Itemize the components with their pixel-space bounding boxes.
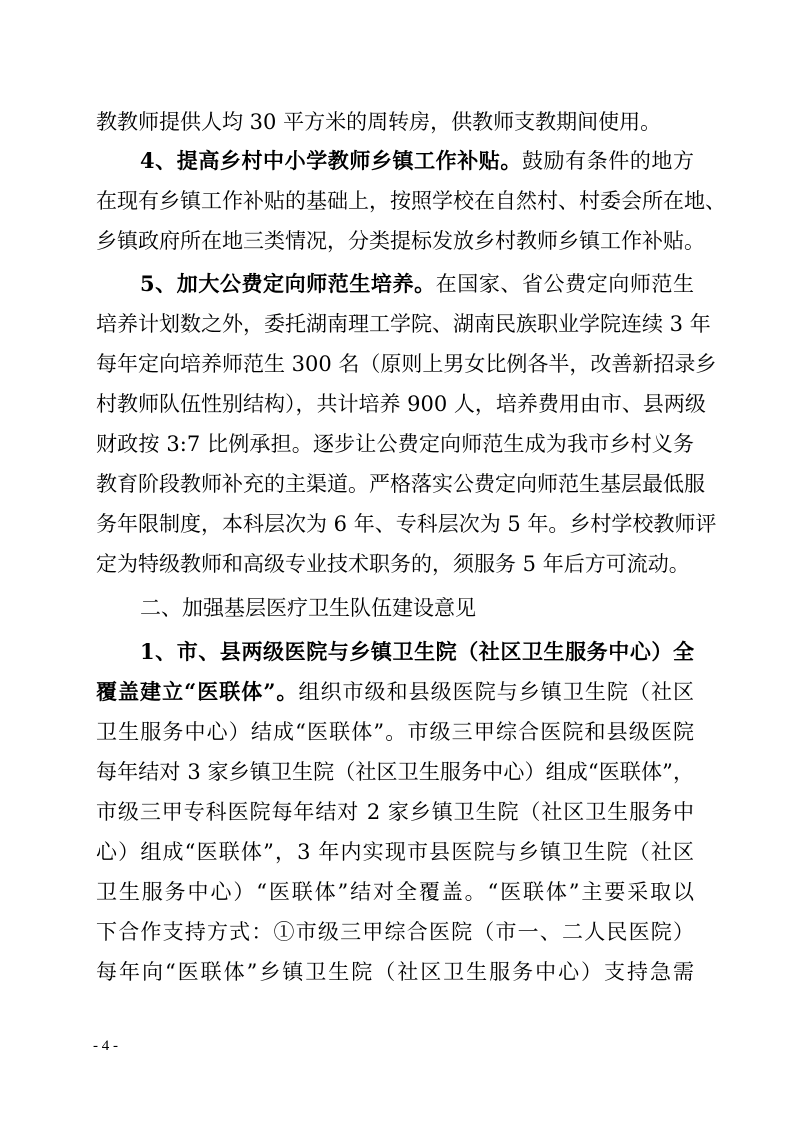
section-heading-line (140, 637, 694, 667)
text-run: 市级三甲专科医院每年结对 2 家乡镇卫生院（社区卫生服务中 (96, 800, 694, 824)
text-run: 乡镇政府所在地三类情况，分类提标发放乡村教师乡镇工作补贴。 (96, 229, 705, 253)
text-run: 下合作支持方式：①市级三甲综合医院（市一、二人民医院） (96, 920, 694, 944)
text-run: 教教师提供人均 30 平方米的周转房，供教师支教期间使用。 (96, 110, 662, 134)
text-line (96, 797, 694, 827)
text-line (96, 349, 717, 379)
text-run: 每年结对 3 家乡镇卫生院（社区卫生服务中心）组成“医联体”， (96, 760, 694, 784)
bold-heading: 覆盖建立“医联体”。 (96, 679, 299, 704)
section-title-line (140, 593, 694, 623)
text-line (96, 757, 694, 787)
text-run: 村教师队伍性别结构），共计培养 900 人，培养费用由市、县两级 (96, 392, 706, 416)
text-run: 务年限制度，本科层次为 6 年、专科层次为 5 年。乡村学校教师评 (96, 512, 717, 536)
text-line (96, 509, 717, 539)
section-title: 二、加强基层医疗卫生队伍建设意见 (140, 596, 476, 620)
section-heading-line (140, 269, 694, 299)
text-run: 教育阶段教师补充的主渠道。严格落实公费定向师范生基层最低服 (96, 472, 705, 496)
section-heading-line (140, 146, 694, 176)
bold-heading: 4、提高乡村中小学教师乡镇工作补贴。 (140, 148, 522, 173)
page-number: - 4 - (93, 1038, 118, 1054)
text-line (96, 389, 706, 419)
text-run: 定为特级教师和高级专业技术职务的，须服务 5 年后方可流动。 (96, 552, 690, 576)
text-line (96, 186, 726, 216)
text-line (96, 877, 694, 907)
text-run: 在国家、省公费定向师范生 (435, 272, 694, 296)
text-run: 心）组成“医联体”，3 年内实现市县医院与乡镇卫生院（社区 (96, 840, 694, 864)
text-run: 卫生服务中心）“医联体”结对全覆盖。“医联体”主要采取以 (96, 880, 694, 904)
text-line (96, 717, 694, 747)
text-line (96, 107, 694, 137)
text-line (96, 429, 694, 459)
text-run: 鼓励有条件的地方 (521, 149, 694, 173)
section-heading-line (96, 677, 694, 707)
text-line (96, 469, 705, 499)
text-run: 组织市级和县级医院与乡镇卫生院（社区 (298, 680, 694, 704)
text-run: 财政按 3:7 比例承担。逐步让公费定向师范生成为我市乡村义务 (96, 432, 694, 456)
text-line (96, 957, 694, 987)
text-line (96, 917, 694, 947)
text-line (96, 549, 694, 579)
bold-heading: 5、加大公费定向师范生培养。 (140, 271, 436, 296)
text-run: 培养计划数之外，委托湖南理工学院、湖南民族职业学院连续 3 年 (96, 312, 711, 336)
text-run: 卫生服务中心）结成“医联体”。市级三甲综合医院和县级医院 (96, 720, 694, 744)
text-line (96, 837, 694, 867)
text-run: 每年定向培养师范生 300 名（原则上男女比例各半，改善新招录乡 (96, 352, 717, 376)
text-run: 每年向“医联体”乡镇卫生院（社区卫生服务中心）支持急需 (96, 960, 694, 984)
text-line (96, 309, 711, 339)
bold-heading: 1、市、县两级医院与乡镇卫生院（社区卫生服务中心）全 (140, 639, 694, 664)
text-run: 在现有乡镇工作补贴的基础上，按照学校在自然村、村委会所在地、 (96, 189, 726, 213)
text-line (96, 226, 705, 256)
